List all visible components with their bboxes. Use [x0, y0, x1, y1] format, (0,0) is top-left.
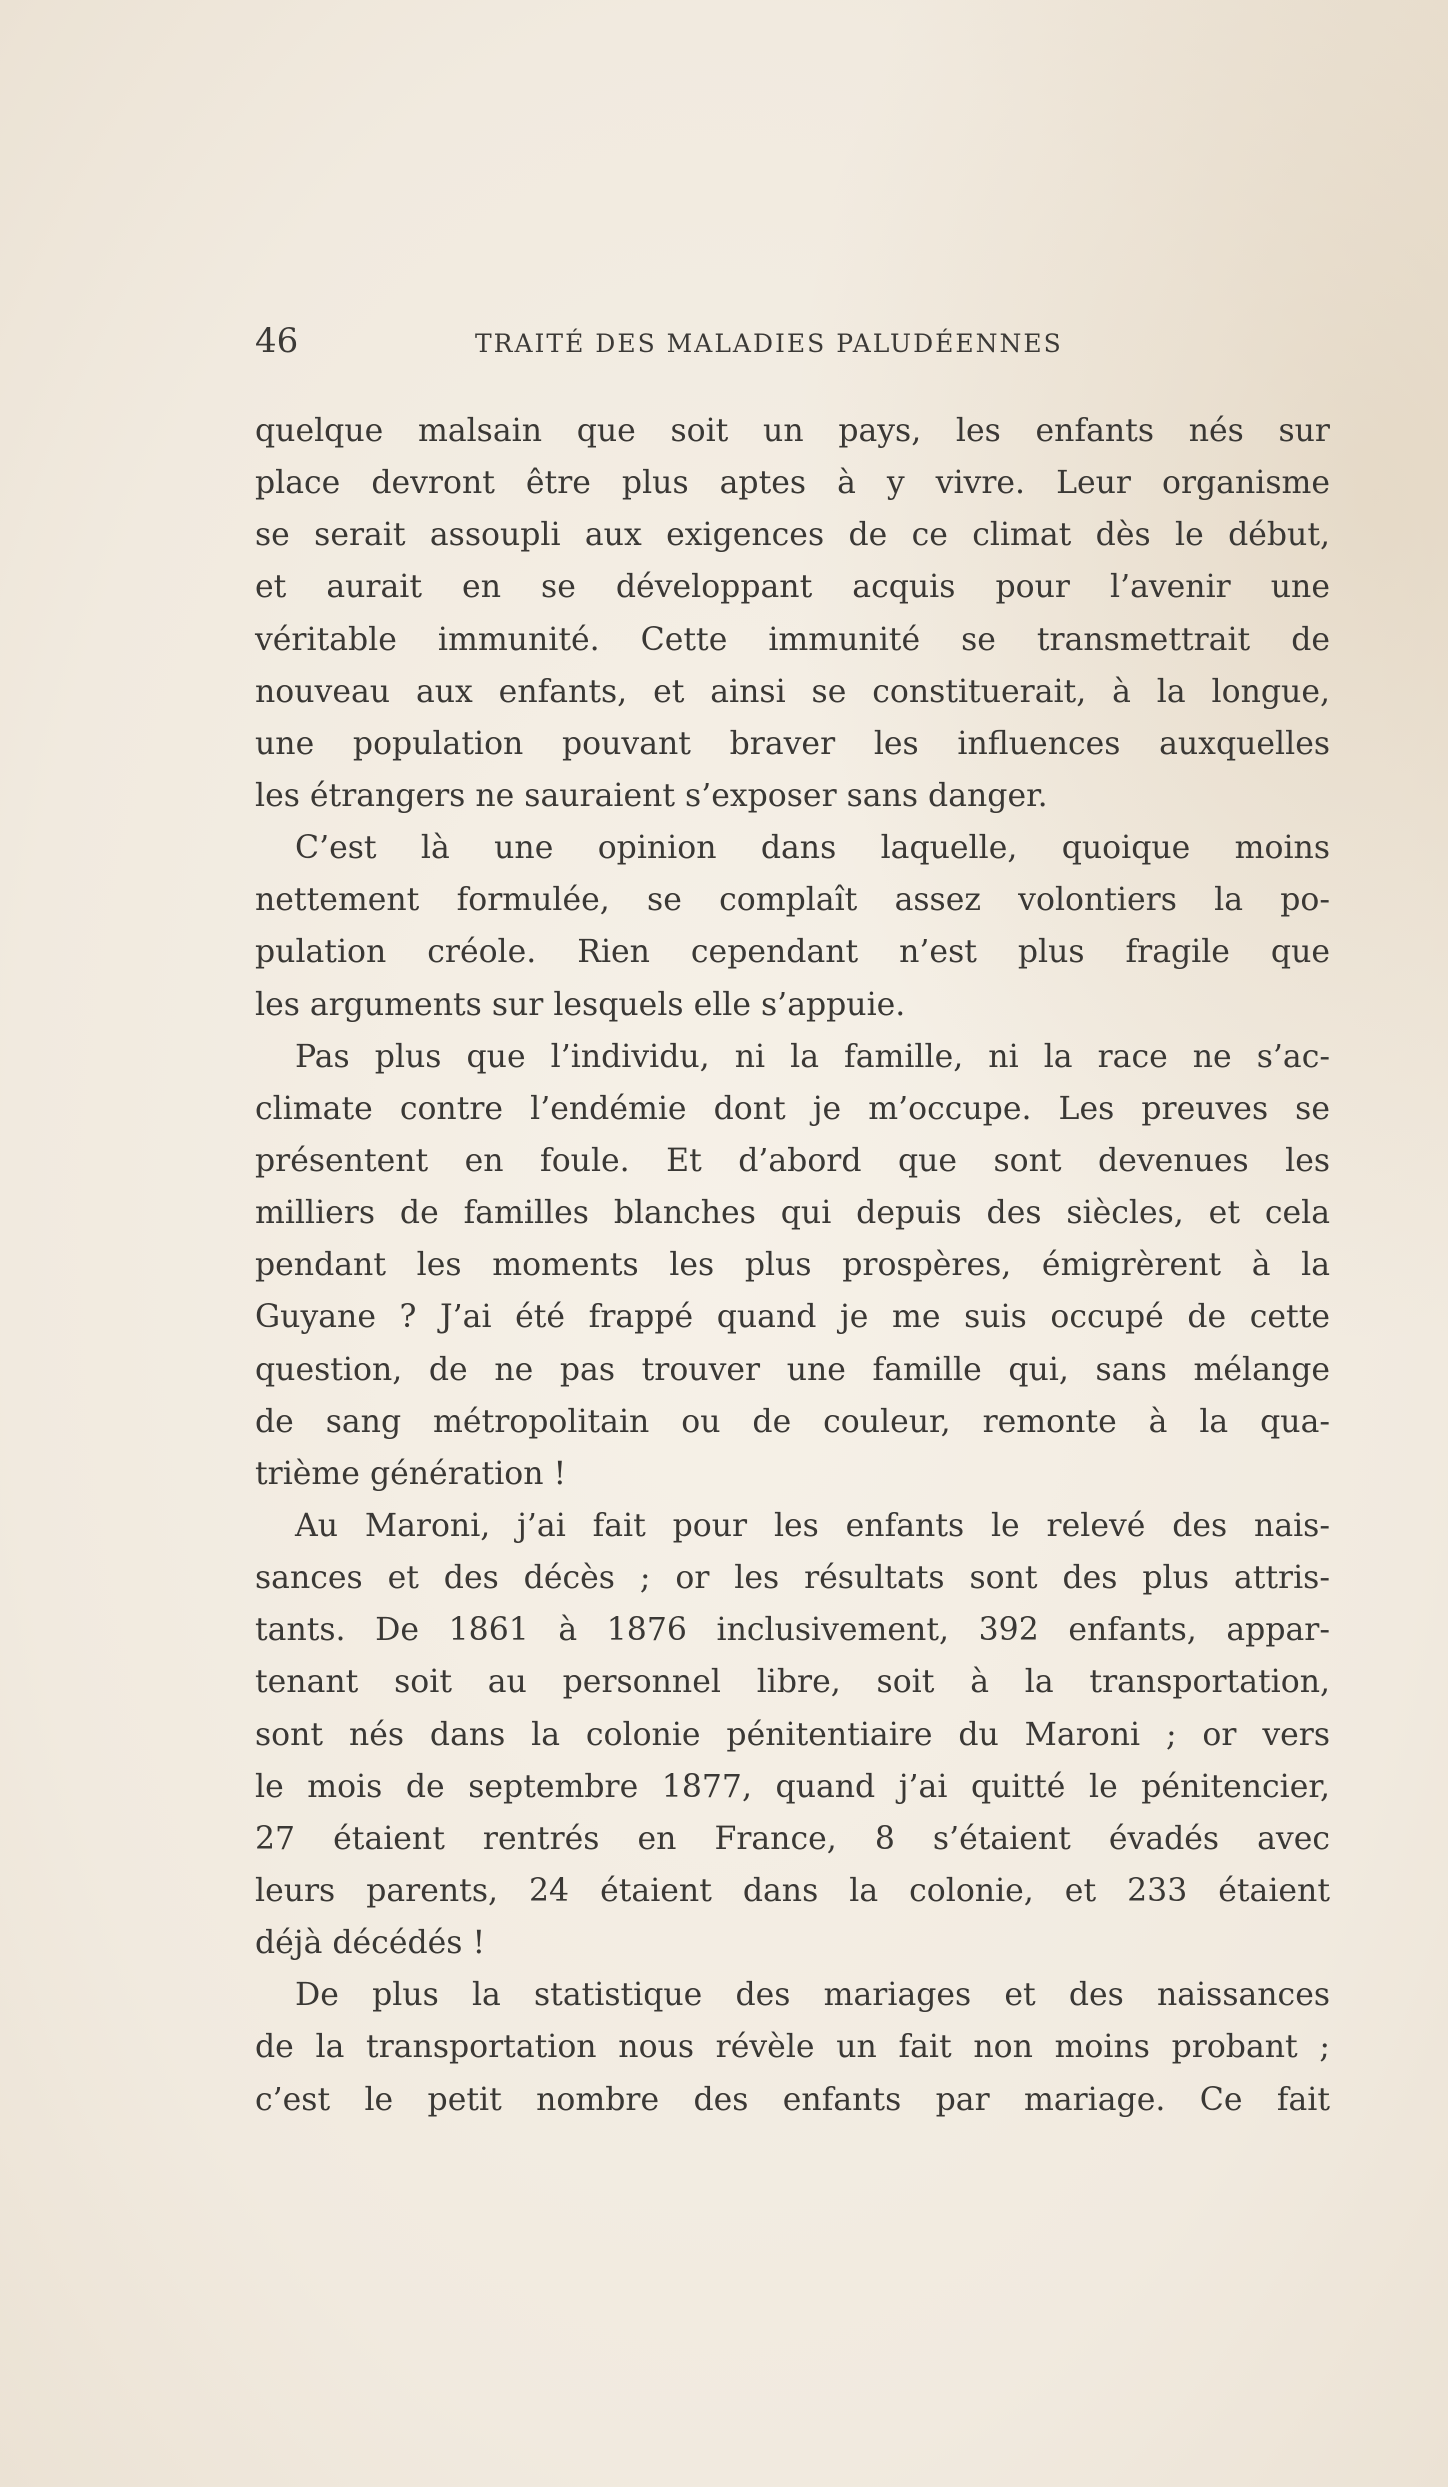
text-line: Au Maroni, j’ai fait pour les enfants le relevé des nais-: [295, 1507, 1330, 1544]
text-line: Guyane ? J’ai été frappé quand je me suis occupé de cette: [255, 1299, 1330, 1336]
text-line: trième génération !: [255, 1455, 567, 1492]
text-line: les arguments sur lesquels elle s’appuie.: [255, 986, 906, 1023]
text-line: pulation créole. Rien cependant n’est plus fragile que: [255, 934, 1330, 971]
text-line: véritable immunité. Cette immunité se transmettrait de: [255, 621, 1330, 658]
text-line: quelque malsain que soit un pays, les enfants nés sur: [255, 413, 1330, 449]
page-number: 46: [255, 321, 299, 361]
text-line: question, de ne pas trouver une famille qui, sans mélange: [255, 1351, 1330, 1388]
text-line: le mois de septembre 1877, quand j’ai quitté le pénitencier,: [255, 1768, 1330, 1805]
text-line: de la transportation nous révèle un fait non moins probant ;: [255, 2029, 1330, 2066]
text-line: milliers de familles blanches qui depuis des siècles, et cela: [255, 1195, 1330, 1232]
text-line: De plus la statistique des mariages et des naissances: [295, 1977, 1330, 2014]
text-line: c’est le petit nombre des enfants par mariage. Ce fait: [255, 2081, 1330, 2118]
text-line: place devront être plus aptes à y vivre. Leur organisme: [255, 465, 1330, 502]
text-line: tenant soit au personnel libre, soit à la transportation,: [255, 1664, 1330, 1701]
text-line: tants. De 1861 à 1876 inclusivement, 392 enfants, appar-: [255, 1612, 1330, 1649]
text-line: leurs parents, 24 étaient dans la colonie, et 233 étaient: [255, 1872, 1330, 1909]
text-line: et aurait en se développant acquis pour l’avenir une: [255, 569, 1330, 606]
text-line: sont nés dans la colonie pénitentiaire du Maroni ; or vers: [255, 1716, 1330, 1753]
text-line: présentent en foule. Et d’abord que sont devenues les: [255, 1142, 1330, 1179]
text-line: déjà décédés !: [255, 1925, 486, 1962]
text-line: une population pouvant braver les influences auxquelles: [255, 725, 1330, 762]
running-head: [255, 318, 1330, 364]
text-line: 27 étaient rentrés en France, 8 s’étaient évadés avec: [255, 1820, 1330, 1857]
text-line: se serait assoupli aux exigences de ce climat dès le début,: [255, 517, 1330, 554]
text-line: nettement formulée, se complaît assez volontiers la po-: [255, 882, 1330, 919]
text-line: Pas plus que l’individu, ni la famille, ni la race ne s’ac-: [295, 1038, 1330, 1075]
running-title: TRAITÉ DES MALADIES PALUDÉENNES: [475, 329, 1063, 358]
text-line: C’est là une opinion dans laquelle, quoique moins: [295, 830, 1330, 867]
text-line: climate contre l’endémie dont je m’occupe. Les preuves se: [255, 1090, 1330, 1127]
text-line: pendant les moments les plus prospères, émigrèrent à la: [255, 1247, 1330, 1284]
text-line: les étrangers ne sauraient s’exposer sans danger.: [255, 777, 1048, 814]
body-text: [255, 405, 1330, 2126]
text-line: nouveau aux enfants, et ainsi se constituerait, à la longue,: [255, 673, 1330, 710]
text-line: sances et des décès ; or les résultats sont des plus attris-: [255, 1560, 1330, 1597]
text-line: de sang métropolitain ou de couleur, remonte à la qua-: [255, 1403, 1330, 1440]
